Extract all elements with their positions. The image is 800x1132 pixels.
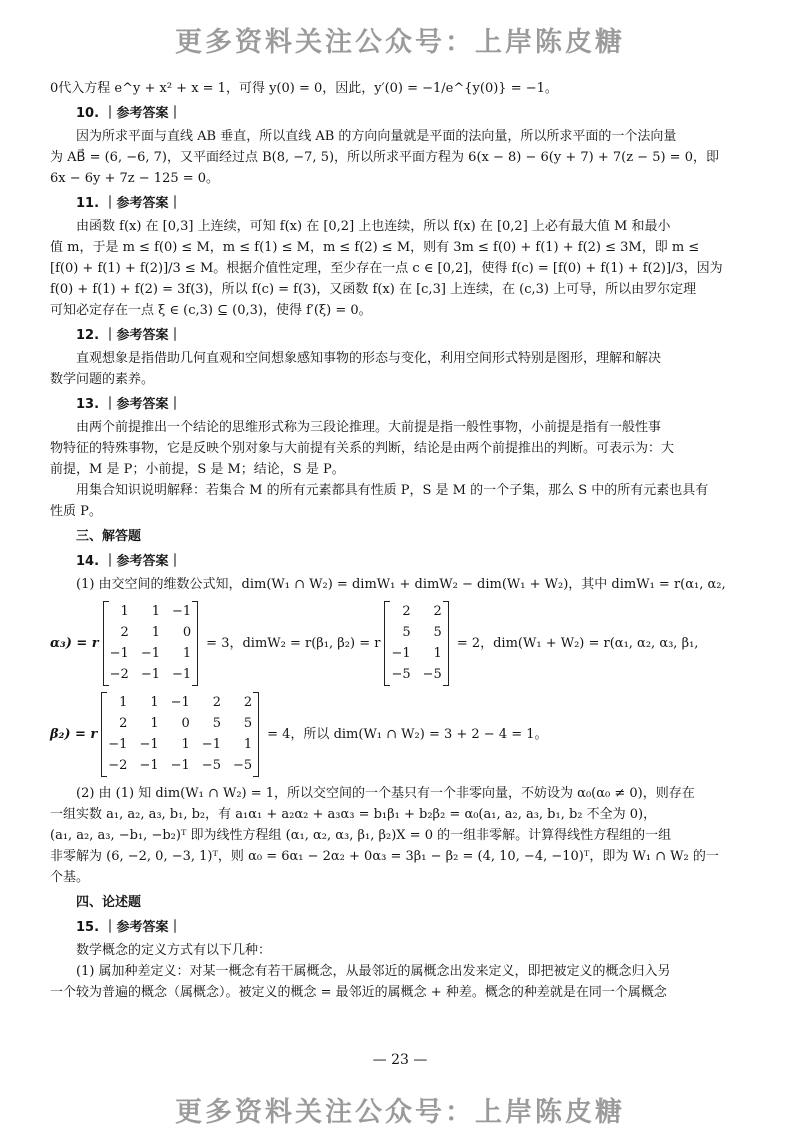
text-line: 物特征的特殊事物，它是反映个别对象与大前提有关系的判断，结论是由两个前提推出的判断。可表示为：大 xyxy=(50,441,675,456)
matrix-cell: 1 xyxy=(151,604,160,619)
matrix-cell: 5 xyxy=(212,716,221,731)
matrix-cell: −1 xyxy=(108,737,128,752)
text-line: = 2，dim(W₁ + W₂) = r(α₁, α₂, α₃, β₁, xyxy=(456,636,699,651)
matrix-cell: −1 xyxy=(140,646,160,661)
page-number: — 23 — xyxy=(372,1052,428,1068)
page-content xyxy=(50,78,730,1003)
matrix-cell: 1 xyxy=(182,646,192,661)
matrix-alpha xyxy=(103,601,199,686)
matrix-cell: −5 xyxy=(422,667,442,682)
matrix-cell: 0 xyxy=(181,716,190,731)
matrix-cell: 1 xyxy=(181,737,190,752)
matrix-beta xyxy=(384,601,448,686)
matrix-cell: 2 xyxy=(120,625,129,640)
matrix-cell: 2 xyxy=(119,716,128,731)
text-line: 一个较为普遍的概念（属概念）。被定义的概念 = 最邻近的属概念 + 种差。概念的种差就是在同一个属概念 xyxy=(50,985,667,1000)
matrix-cell: 5 xyxy=(243,716,253,731)
answer-heading-10: 10. ｜参考答案｜ xyxy=(76,106,182,121)
matrix-cell: 1 xyxy=(120,604,129,619)
matrix-cell: −1 xyxy=(140,667,160,682)
text-line: = 3，dimW₂ = r(β₁, β₂) = r xyxy=(206,636,381,651)
matrix-cell: −5 xyxy=(201,758,221,773)
text-line: 直观想象是指借助几何直观和空间想象感知事物的形态与变化，利用空间形式特别是图形，理解和解决 xyxy=(76,351,662,366)
text-line: β₂) = r xyxy=(50,727,98,742)
matrix-cell: 1 xyxy=(150,695,159,710)
text-line: 数学概念的定义方式有以下几种： xyxy=(76,943,272,958)
text-line: 值 m，于是 m ≤ f(0) ≤ M，m ≤ f(1) ≤ M，m ≤ f(2) ≤ M，则有 3m ≤ f(0) + f(1) + f(2) ≤ 3M，即 m ≤ xyxy=(50,240,700,255)
matrix-cell: −5 xyxy=(391,667,411,682)
text-line: 为 AB⃗ = (6, −6, 7)，又平面经过点 B(8, −7, 5)，所以所求平面方程为 6(x − 8) − 6(y + 7) + 7(z − 5) = 0，即 xyxy=(50,150,719,165)
matrix-cell: 5 xyxy=(433,625,442,640)
text-line: (2) 由 (1) 知 dim(W₁ ∩ W₂) = 1，所以交空间的一个基只有一个非零向量，不妨设为 α₀(α₀ ≠ 0)，则存在 xyxy=(76,786,695,801)
text-line: f(0) + f(1) + f(2) = 3f(3)，所以 f(c) = f(3)，又函数 f(x) 在 [c,3] 上连续，在 (c,3) 上可导，所以由罗尔定理 xyxy=(50,282,697,297)
text-line: 由函数 f(x) 在 [0,3] 上连续，可知 f(x) 在 [0,2] 上也连续，所以 f(x) 在 [0,2] 上必有最大值 M 和最小 xyxy=(76,219,671,234)
text-line: 个基。 xyxy=(50,870,90,885)
answer-heading-11: 11. ｜参考答案｜ xyxy=(76,196,182,211)
text-line: 因为所求平面与直线 AB 垂直，所以直线 AB 的方向向量就是平面的法向量，所以所求平面的一个法向量 xyxy=(76,129,677,144)
matrix-cell: −1 xyxy=(170,695,190,710)
matrix-cell: 5 xyxy=(402,625,411,640)
matrix-cell: −1 xyxy=(201,737,221,752)
text-line: (1) 属加种差定义：对某一概念有若干属概念，从最邻近的属概念出发来定义，即把被定义的概念归入另 xyxy=(76,964,671,979)
matrix-cell: 1 xyxy=(243,737,253,752)
watermark-top: 更多资料关注公众号：上岸陈皮糖 xyxy=(175,27,625,58)
matrix-cell: 0 xyxy=(182,625,192,640)
text-line: 0代入方程 e^y + x² + x = 1，可得 y(0) = 0，因此，y′(0) = −1/e^{y(0)} = −1。 xyxy=(50,81,558,96)
text-line: 由两个前提推出一个结论的思维形式称为三段论推理。大前提是指一般性事物，小前提是指有一般性事 xyxy=(76,420,662,435)
matrix-cell: −1 xyxy=(109,646,129,661)
matrix-row-2 xyxy=(50,692,730,777)
matrix-cell: 1 xyxy=(150,716,159,731)
watermark-bottom: 更多资料关注公众号：上岸陈皮糖 xyxy=(175,1097,625,1128)
section-heading-4: 四、论述题 xyxy=(76,895,142,910)
matrix-cell: 2 xyxy=(212,695,221,710)
text-line: 用集合知识说明解释：若集合 M 的所有元素都具有性质 P，S 是 M 的一个子集，那么 S 中的所有元素也具有 xyxy=(76,483,709,498)
text-line: = 4，所以 dim(W₁ ∩ W₂) = 3 + 2 − 4 = 1。 xyxy=(267,727,548,742)
matrix-cell: 1 xyxy=(433,646,442,661)
answer-heading-15: 15. ｜参考答案｜ xyxy=(76,920,182,935)
matrix-cell: 1 xyxy=(151,625,160,640)
matrix-cell: −5 xyxy=(232,758,253,773)
answer-heading-12: 12. ｜参考答案｜ xyxy=(76,328,182,343)
text-line: 6x − 6y + 7z − 125 = 0。 xyxy=(50,171,220,186)
matrix-cell: −2 xyxy=(109,667,129,682)
matrix-cell: 2 xyxy=(402,604,411,619)
matrix-cell: 2 xyxy=(243,695,253,710)
text-line: (a₁, a₂, a₃, −b₁, −b₂)ᵀ 即为线性方程组 (α₁, α₂, α₃, β₁, β₂)X = 0 的一组非零解。计算得线性方程组的一组 xyxy=(50,828,672,843)
text-line: [f(0) + f(1) + f(2)]/3 ≤ M。根据介值性定理，至少存在一点 c ∈ [0,2]，使得 f(c) = [f(0) + f(1) + f(2)]/3，因为 xyxy=(50,261,723,276)
matrix-combined xyxy=(101,692,259,777)
answer-heading-14: 14. ｜参考答案｜ xyxy=(76,554,182,569)
text-line: 可知必定存在一点 ξ ∈ (c,3) ⊆ (0,3)，使得 f′(ξ) = 0。 xyxy=(50,303,372,318)
matrix-cell: 1 xyxy=(119,695,128,710)
text-line: α₃) = r xyxy=(50,636,99,651)
matrix-row-1 xyxy=(50,601,730,686)
matrix-cell: −1 xyxy=(172,667,192,682)
answer-heading-13: 13. ｜参考答案｜ xyxy=(76,397,182,412)
matrix-cell: −2 xyxy=(108,758,128,773)
matrix-cell: 2 xyxy=(433,604,442,619)
section-heading-3: 三、解答题 xyxy=(76,529,142,544)
matrix-cell: −1 xyxy=(172,604,192,619)
text-line: 一组实数 a₁, a₂, a₃, b₁, b₂，有 a₁α₁ + a₂α₂ + a₃α₃ = b₁β₁ + b₂β₂ = α₀(a₁, a₂, a₃, b₁, b₂ 不全为 0)， xyxy=(50,807,657,822)
matrix-cell: −1 xyxy=(391,646,411,661)
text-line: 数学问题的素养。 xyxy=(50,372,155,387)
text-line: (1) 由交空间的维数公式知，dim(W₁ ∩ W₂) = dimW₁ + dimW₂ − dim(W₁ + W₂)，其中 dimW₁ = r(α₁, α₂, xyxy=(76,577,726,592)
text-line: 非零解为 (6, −2, 0, −3, 1)ᵀ，则 α₀ = 6α₁ − 2α₂ + 0α₃ = 3β₁ − β₂ = (4, 10, −4, −10)ᵀ，即为 W₁ ∩ W₂ 的一 xyxy=(50,849,719,864)
matrix-cell: −1 xyxy=(139,758,159,773)
text-line: 前提，M 是 P；小前提，S 是 M；结论，S 是 P。 xyxy=(50,462,345,477)
matrix-cell: −1 xyxy=(139,737,159,752)
text-line: 性质 P。 xyxy=(50,504,102,519)
matrix-cell: −1 xyxy=(170,758,190,773)
